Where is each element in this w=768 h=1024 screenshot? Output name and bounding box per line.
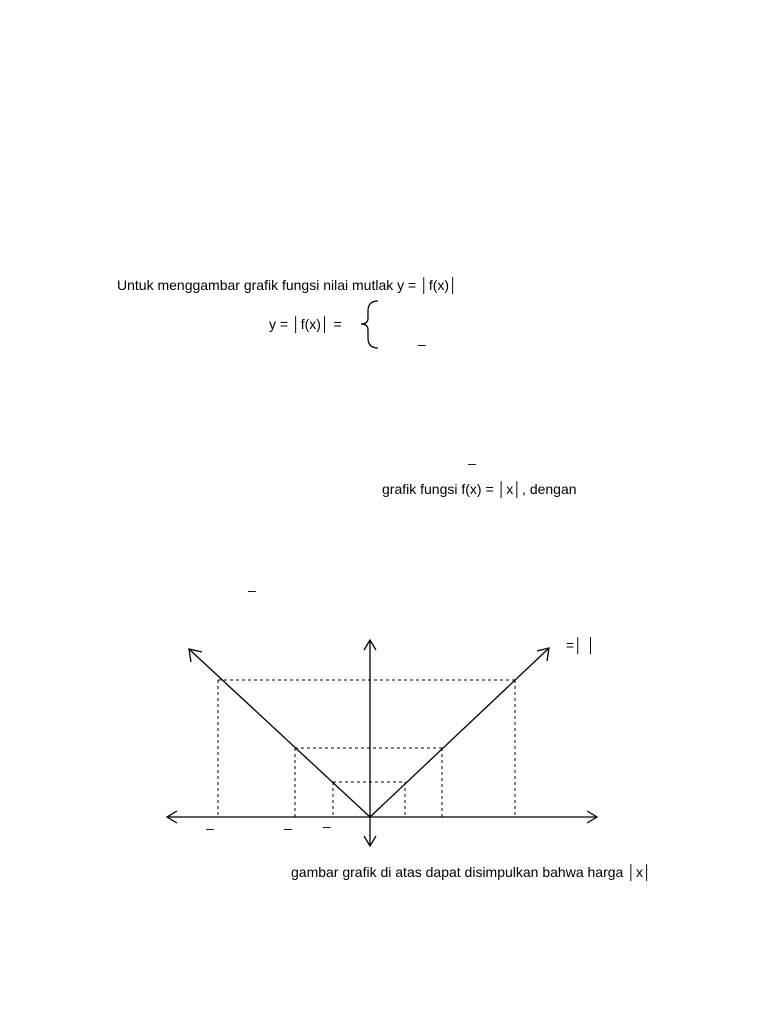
stray-dash: – [468,455,476,471]
x-tick-label: – [206,820,214,836]
absolute-value-graph [167,640,597,846]
curly-brace [361,301,378,348]
conclusion-sentence: gambar grafik di atas dapat disimpulkan bahwa harga │x│ [291,864,652,880]
graph-function-label: =│ │ [566,637,596,653]
graph-intro-sentence: grafik fungsi f(x) = │x│, dengan [382,481,577,497]
x-tick-label: – [284,820,292,836]
piecewise-definition-lhs: y = │f(x)│ = [269,316,346,332]
graph-left-branch [190,650,370,817]
graph-right-branch [370,649,548,817]
piecewise-dash: – [418,336,426,352]
stray-dash-2: – [248,582,256,598]
x-tick-label: – [323,818,331,834]
intro-sentence: Untuk menggambar grafik fungsi nilai mutlak y = │f(x)│ [117,277,458,293]
